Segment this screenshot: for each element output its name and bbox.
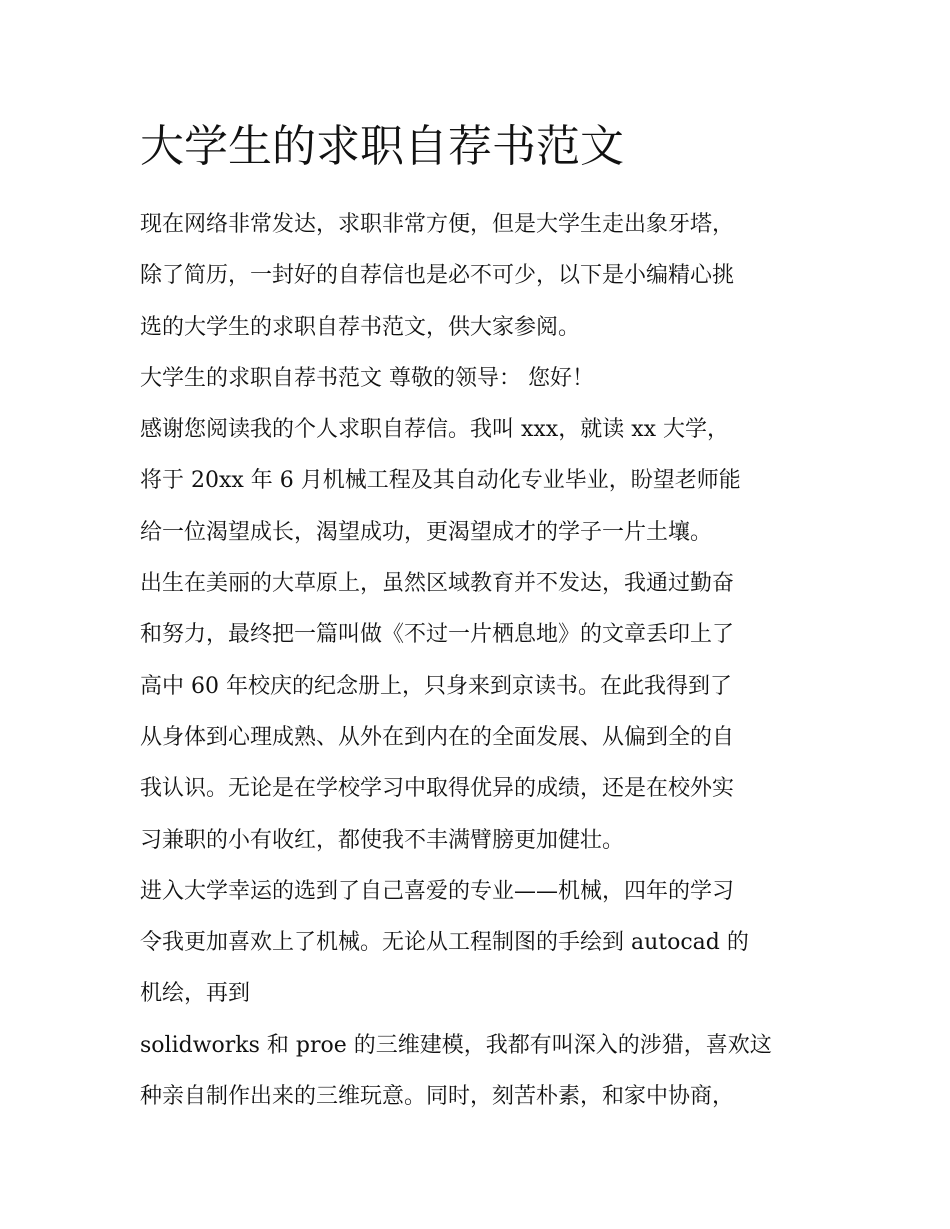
body-line: 习兼职的小有收红，都使我不丰满臂膀更加健壮。 xyxy=(140,827,625,853)
body-line: 我认识。无论是在学校学习中取得优异的成绩，还是在校外实 xyxy=(140,776,735,802)
body-line: 令我更加喜欢上了机械。无论从工程制图的手绘到 autocad 的 xyxy=(140,930,749,956)
body-line: 将于 20xx 年 6 月机械工程及其自动化专业毕业，盼望老师能 xyxy=(140,468,741,494)
body-line: 机绘，再到 xyxy=(140,981,251,1007)
body-line: solidworks 和 proe 的三维建模，我都有叫深入的涉猎，喜欢这 xyxy=(140,1032,772,1058)
body-line: 现在网络非常发达，求职非常方便，但是大学生走出象牙塔， xyxy=(140,212,735,237)
body-line: 除了简历，一封好的自荐信也是必不可少，以下是小编精心挑 xyxy=(140,263,735,289)
body-line: 种亲自制作出来的三维玩意。同时，刻苦朴素，和家中协商， xyxy=(140,1084,735,1110)
body-line: 进入大学幸运的选到了自己喜爱的专业——机械，四年的学习 xyxy=(140,878,735,904)
body-line: 感谢您阅读我的个人求职自荐信。我叫 xxx，就读 xx 大学， xyxy=(140,417,730,443)
document-body xyxy=(140,199,830,1122)
body-line: 高中 60 年校庆的纪念册上，只身来到京读书。在此我得到了 xyxy=(140,673,732,699)
body-line: 给一位渴望成长，渴望成功，更渴望成才的学子一片土壤。 xyxy=(140,519,713,545)
document-title: 大学生的求职自荐书范文 xyxy=(140,121,624,172)
body-line: 从身体到心理成熟、从外在到内在的全面发展、从偏到全的自 xyxy=(140,724,735,750)
body-line: 大学生的求职自荐书范文 尊敬的领导： 您好！ xyxy=(140,365,594,391)
body-line: 和努力，最终把一篇叫做《不过一片栖息地》的文章丢印上了 xyxy=(140,622,735,648)
body-line: 选的大学生的求职自荐书范文，供大家参阅。 xyxy=(140,314,581,340)
body-line: 出生在美丽的大草原上，虽然区域教育并不发达，我通过勤奋 xyxy=(140,571,735,597)
